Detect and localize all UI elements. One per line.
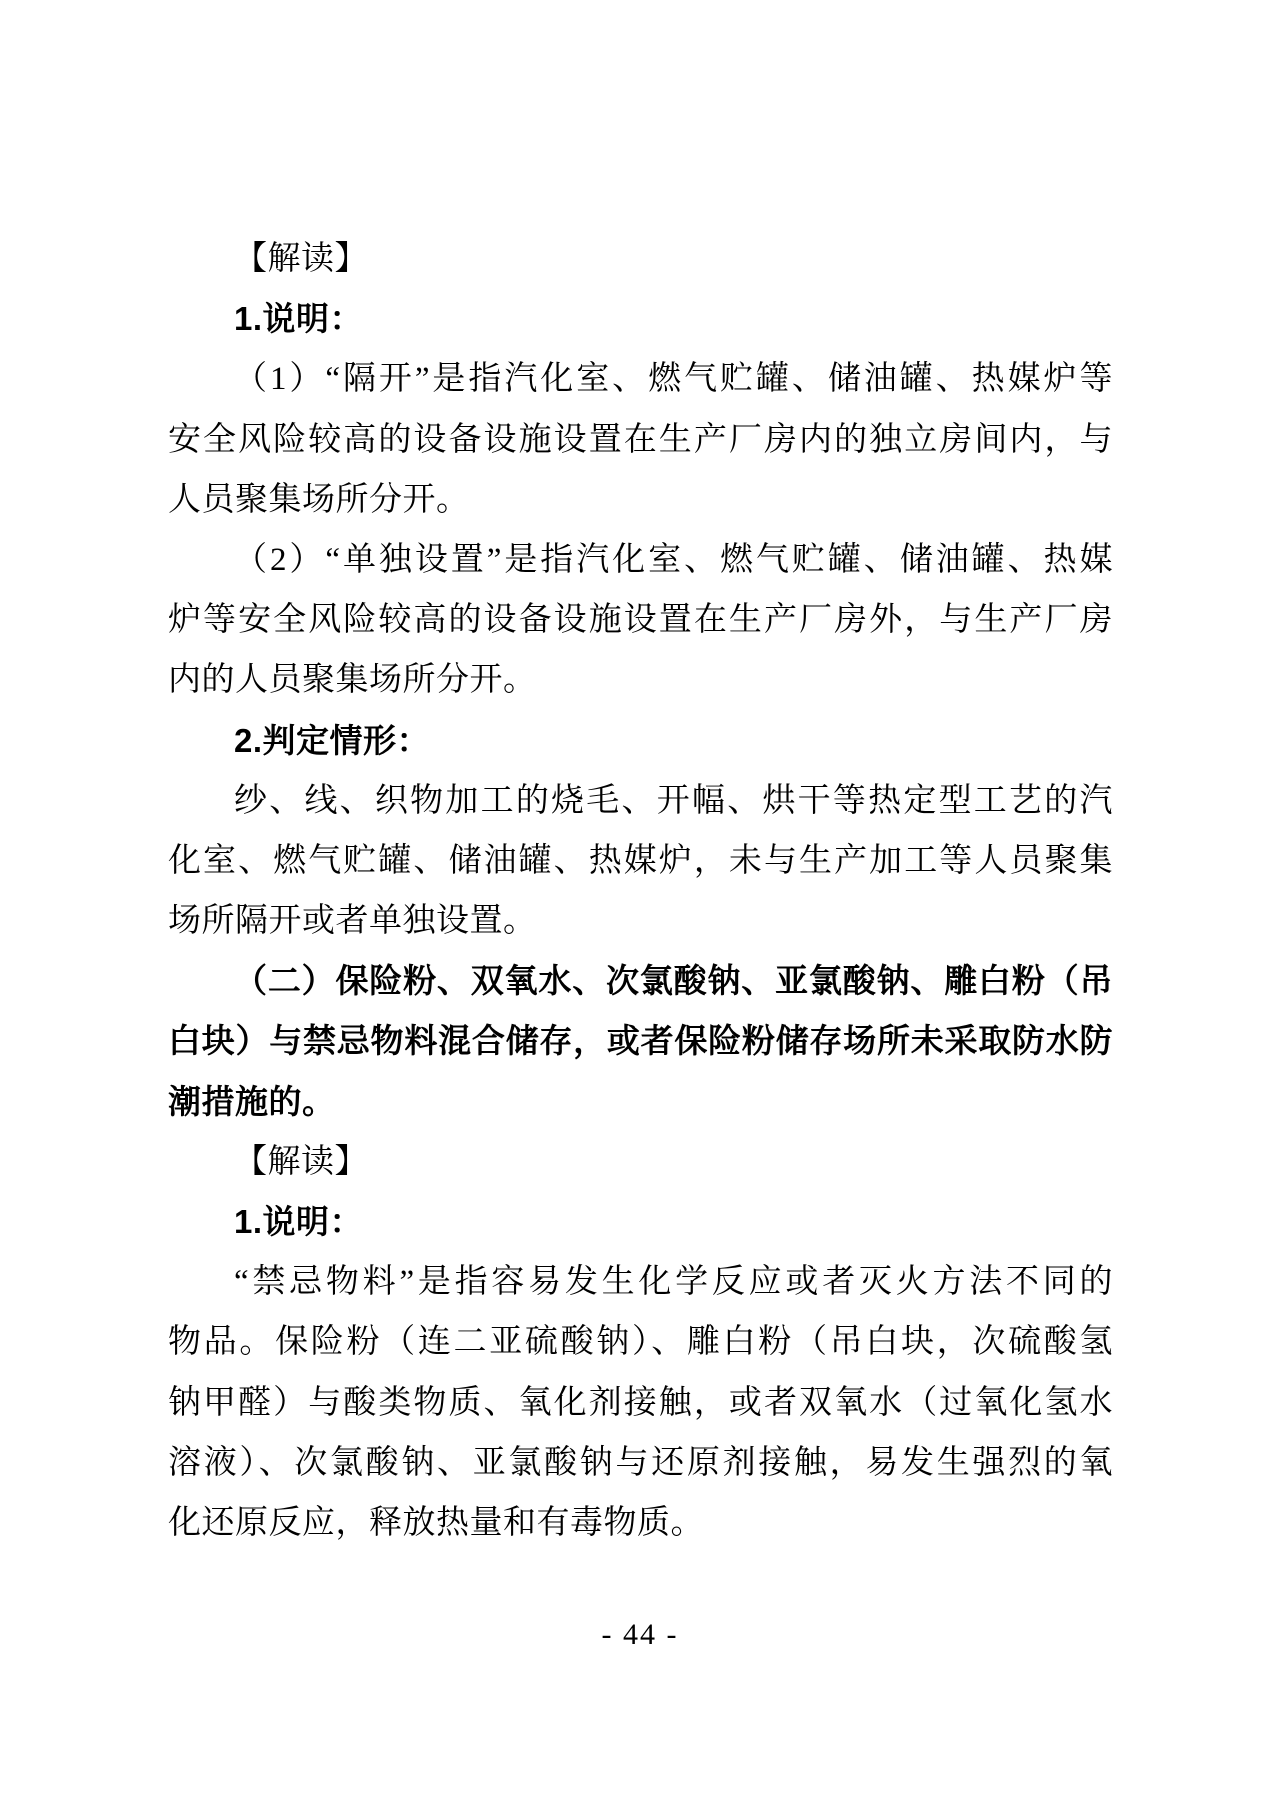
taboo-materials-para-line-1: “禁忌物料”是指容易发生化学反应或者灭火方法不同的 — [234, 1264, 1113, 1301]
explanation-heading-1: 1.说明： — [234, 300, 364, 338]
violation-clause-2-line-3: 潮措施的。 — [168, 1082, 336, 1120]
taboo-materials-para-line-2: 物品。保险粉（连二亚硫酸钠）、雕白粉（吊白块，次硫酸氢 — [168, 1324, 1113, 1361]
interpretation-marker-1: 【解读】 — [234, 241, 368, 277]
determination-heading: 2.判定情形： — [234, 721, 431, 759]
item-2-line-3: 内的人员聚集场所分开。 — [168, 662, 537, 699]
item-1-line-2: 安全风险较高的设备设施设置在生产厂房内的独立房间内，与 — [168, 421, 1113, 458]
document-body — [168, 229, 1113, 1553]
page-number: - 44 - — [601, 1618, 679, 1651]
explanation-heading-2: 1.说明： — [234, 1203, 364, 1240]
determination-para-line-3: 场所隔开或者单独设置。 — [168, 903, 537, 940]
interpretation-marker-2: 【解读】 — [234, 1143, 368, 1180]
item-2-line-1: （2）“单独设置”是指汽化室、燃气贮罐、储油罐、热媒 — [234, 541, 1113, 578]
violation-clause-2-line-2: 白块）与禁忌物料混合储存，或者保险粉储存场所未采取防水防 — [168, 1022, 1113, 1060]
violation-clause-2-line-1: （二）保险粉、双氧水、次氯酸钠、亚氯酸钠、雕白粉（吊 — [234, 962, 1113, 1000]
item-1-line-1: （1）“隔开”是指汽化室、燃气贮罐、储油罐、热媒炉等 — [234, 361, 1113, 398]
taboo-materials-para-line-4: 溶液）、次氯酸钠、亚氯酸钠与还原剂接触，易发生强烈的氧 — [168, 1444, 1113, 1481]
taboo-materials-para-line-5: 化还原反应，释放热量和有毒物质。 — [168, 1504, 704, 1541]
item-1-line-3: 人员聚集场所分开。 — [168, 481, 470, 518]
determination-para-line-2: 化室、燃气贮罐、储油罐、热媒炉，未与生产加工等人员聚集 — [168, 842, 1113, 879]
determination-para-line-1: 纱、线、织物加工的烧毛、开幅、烘干等热定型工艺的汽 — [234, 782, 1113, 819]
item-2-line-2: 炉等安全风险较高的设备设施设置在生产厂房外，与生产厂房 — [168, 602, 1113, 639]
taboo-materials-para-line-3: 钠甲醛）与酸类物质、氧化剂接触，或者双氧水（过氧化氢水 — [168, 1384, 1113, 1421]
